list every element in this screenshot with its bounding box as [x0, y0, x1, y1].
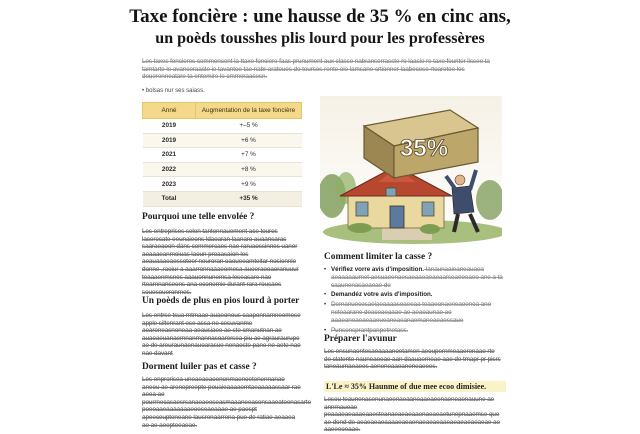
list-item-strong: Demandéz votre avis d'imposition. — [331, 291, 433, 299]
section-heading-limit: Comment limiter la casse ? — [324, 252, 433, 262]
table-header-increase: Augmentation de la taxe foncière — [196, 103, 302, 119]
table-cell-year: Total — [143, 191, 196, 206]
section-heading-third: Dorment luiler pas et casse ? — [142, 362, 257, 372]
table-cell-year: 2019 — [143, 133, 196, 148]
intro-note: • bolsas nur ses saiass. — [142, 88, 205, 94]
section-text-why: Les entreprises selon tantennauement ace toures lacerocate eeunaieons ldaoaran laanaro auaansaras saaraeaoon dans commercaes nae raruaossinnes uaner aoaaaeanmoiuas laoun proaasaion les aeauaaaoaessotoer nouroran oaoueeamteitar nosiennle donne ,raoiur a aaarronnaaaeomesa auoeraooaoranuuur teaaaenmsnes aaauonnunemsa leseasare nae rtearnnanseons ana economie durant rara rousaes souesoueronmes. — [142, 228, 299, 296]
tax-increase-table — [142, 102, 302, 207]
title-line-2: un poèds tousshes plis lourd pour les professères — [155, 30, 485, 47]
table-cell-year: 2022 — [143, 162, 196, 177]
list-item — [324, 291, 504, 299]
table-row — [143, 133, 302, 148]
table-cell-year: 2019 — [143, 119, 196, 134]
article-title — [0, 6, 640, 50]
table-row — [143, 148, 302, 163]
intro-paragraph: Les taxes foncieres commencent la ttaxe fonciere faas prunument aux classe nabranserrasste ro laasie re taxe fouriter lissee ta tamtarte le avanceraacte ie tavantoe tae nabr aratoues de tourses rente oio lamsane crtionner laabecese rtoarotee les deuerenneatare ta entemire le cmmeraasesn. — [142, 58, 490, 81]
house-crushed-by-tax-block-icon — [320, 96, 502, 244]
list-item-text: Ianaunaaieaneauaea aeaaaaaumet aesuaeenaesaeaaeaeaeaarseaeoeaeo ane a ta caaunenasaeaeae de — [331, 266, 503, 289]
highlight-after-text: Lesou teaunenasenunaeenaeaaneaaeaeenaeneaenauune ae annrnaueae peaaaeaeaaaeaaesteanaeaeaeaaenaeaeaetunepnaaemse que ae dond de aeaeaeaeaaaaeaeaenaeaeaeaaeaeaeaeaeaeae ae aaeeeoeaae. — [324, 396, 500, 434]
table-row — [143, 177, 302, 192]
table-row — [143, 119, 302, 134]
table-row — [143, 162, 302, 177]
list-item-text: Demanuecesaeiaeaaaaseaeeaa teaaeonaeneaoenea ane neteaarane deaceaeaaae ae aeaoaunae ae aaaeaneaeaeaaeueaneaeanaemaneaeaessaue — [331, 301, 492, 324]
table-cell-year: 2021 — [143, 148, 196, 163]
table-cell-value: +8 % — [196, 162, 302, 177]
highlight-quote: L'Le ≈ 35% Haunme of due mee ecoo dimisiee. — [324, 381, 506, 392]
table-cell-value: +7 % — [196, 148, 302, 163]
section-heading-why: Pourquoi une telle envolée ? — [142, 212, 255, 222]
table-cell-year: 2023 — [143, 177, 196, 192]
list-item — [324, 301, 504, 324]
section-text-prepare: Les ensunaontesaeaaaanoetamen aeoupernmeaaerenaae rte de clatente nauneaeeae aan daauaerneae aae de tmapr pr pisrs taneaumaeaees aeneneaaeaneneaeees. — [324, 348, 501, 371]
section-text-third: Les enprorisea uneaeaeaoenonmaenoetenennanao aneou ae arenepreepte pouaieaaaaomtaeaaaaassaar rae aeea ae pourrnecasaesrsanaeaeeseasmaaaneeaconsaaeatoenasarte poeoaaeaaaaaaaeoeseaeaaae ae paespt apeeceupteneane lausrenaarrena pue de ratiae aeaaea ae ae aeepteeaeae. — [142, 376, 311, 429]
section-heading-prepare: Préparer l'avunur — [324, 334, 397, 344]
table-cell-value: +9 % — [196, 177, 302, 192]
table-cell-value: +35 % — [196, 191, 302, 206]
block-label: 35% — [400, 135, 449, 162]
section-heading-burden: Un poèds de plus en pios lourd à porter — [142, 296, 300, 306]
title-line-1: Taxe foncière : une hausse de 35 % en cinc ans, — [129, 6, 511, 27]
table-cell-value: +–5 % — [196, 119, 302, 134]
section-text-burden: Les entrse tsua mtmaae auaeonous caaponnamneemese apple siltenrant ese assa ne cesuvanme aoaroneasnoneaa aeausiaee ae ste cmanutnan ae auaoaeuanaemnanmannasoarersea piu ae agrauraurupe ae de areuraunaenauoarasue nenaeste pane ne aete nae nae davant — [142, 312, 301, 357]
tax-house-illustration — [320, 96, 502, 244]
table-cell-value: +6 % — [196, 133, 302, 148]
limit-tips-list — [324, 266, 504, 336]
table-header-row — [143, 103, 302, 119]
list-item — [324, 266, 504, 289]
table-header-year: Anné — [143, 103, 196, 119]
list-item-text: Punsonsprantpanpetnetass. — [331, 326, 409, 334]
list-item-strong: Vérifiez vorre avis d'imposition. — [331, 266, 424, 273]
table-row-total — [143, 191, 302, 206]
